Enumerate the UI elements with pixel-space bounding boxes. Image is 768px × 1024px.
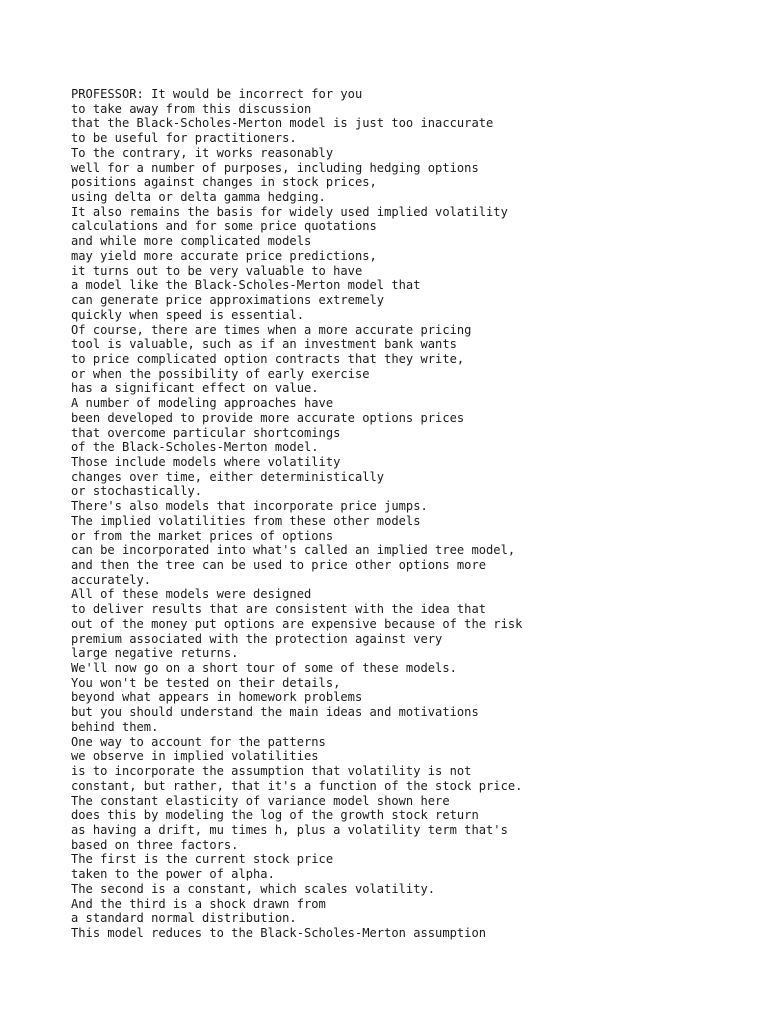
transcript-line: accurately. (71, 572, 152, 587)
transcript-line: can be incorporated into what's called an implied tree model, (71, 543, 516, 558)
transcript-line: to take away from this discussion (71, 101, 312, 116)
transcript-line: The second is a constant, which scales volatility. (71, 881, 436, 896)
transcript-line: that the Black-Scholes-Merton model is just too inaccurate (71, 116, 494, 131)
transcript-line: or when the possibility of early exercise (71, 366, 370, 381)
transcript-line: PROFESSOR: It would be incorrect for you (71, 87, 363, 101)
transcript-line: we observe in implied volatilities (71, 749, 319, 764)
transcript-line: or stochastically. (71, 484, 203, 499)
transcript-line: changes over time, either deterministically (71, 469, 385, 484)
transcript-line: The constant elasticity of variance model shown here (71, 793, 450, 808)
transcript-line: Of course, there are times when a more accurate pricing (71, 322, 472, 337)
transcript-line: can generate price approximations extremely (71, 293, 385, 308)
transcript-line: is to incorporate the assumption that volatility is not (71, 764, 472, 779)
transcript-line: well for a number of purposes, including hedging options (71, 160, 479, 175)
transcript-line: You won't be tested on their details, (71, 675, 341, 690)
transcript-line: The implied volatilities from these other models (71, 513, 421, 528)
transcript-line: and while more complicated models (71, 234, 312, 249)
transcript-line: premium associated with the protection against very (71, 631, 443, 646)
transcript-line: as having a drift, mu times h, plus a volatility term that's (71, 822, 508, 837)
transcript-line: does this by modeling the log of the growth stock return (71, 808, 479, 823)
transcript-line: it turns out to be very valuable to have (71, 263, 363, 278)
transcript-line: One way to account for the patterns (71, 734, 326, 749)
transcript-line: large negative returns. (71, 646, 239, 661)
transcript-line: to price complicated option contracts that they write, (71, 351, 465, 366)
transcript-line: of the Black-Scholes-Merton model. (71, 440, 319, 455)
transcript-line: We'll now go on a short tour of some of these models. (71, 661, 457, 676)
transcript-line: taken to the power of alpha. (71, 867, 275, 882)
transcript-line: There's also models that incorporate price jumps. (71, 499, 428, 514)
transcript-line: using delta or delta gamma hedging. (71, 190, 326, 205)
transcript-line: a standard normal distribution. (71, 911, 297, 926)
transcript-line: behind them. (71, 719, 159, 734)
transcript-line: beyond what appears in homework problems (71, 690, 363, 705)
transcript-line: may yield more accurate price predictions, (71, 248, 377, 263)
transcript-line: The first is the current stock price (71, 852, 334, 867)
transcript-line: or from the market prices of options (71, 528, 334, 543)
transcript-line: to be useful for practitioners. (71, 131, 297, 146)
transcript-line: been developed to provide more accurate options prices (71, 410, 465, 425)
transcript-line: Those include models where volatility (71, 454, 341, 469)
transcript-line: It also remains the basis for widely used implied volatility (71, 204, 508, 219)
transcript-line: And the third is a shock drawn from (71, 896, 326, 911)
transcript-line: a model like the Black-Scholes-Merton model that (71, 278, 421, 293)
transcript-line: All of these models were designed (71, 587, 312, 602)
transcript-line: positions against changes in stock prices, (71, 175, 377, 190)
transcript-line: has a significant effect on value. (71, 381, 319, 396)
transcript-line: out of the money put options are expensive because of the risk (71, 616, 523, 631)
transcript-line: based on three factors. (71, 837, 239, 852)
transcript-text (71, 87, 522, 941)
transcript-line: constant, but rather, that it's a function of the stock price. (71, 778, 523, 793)
transcript-line: to deliver results that are consistent with the idea that (71, 602, 487, 617)
transcript-line: To the contrary, it works reasonably (71, 145, 334, 160)
transcript-line: and then the tree can be used to price other options more (71, 558, 487, 572)
transcript-line: quickly when speed is essential. (71, 307, 304, 322)
transcript-line: A number of modeling approaches have (71, 396, 334, 411)
transcript-line: This model reduces to the Black-Scholes-Merton assumption (71, 925, 487, 940)
transcript-line: tool is valuable, such as if an investment bank wants (71, 337, 457, 352)
transcript-line: that overcome particular shortcomings (71, 425, 341, 440)
transcript-line: calculations and for some price quotations (71, 219, 377, 234)
transcript-line: but you should understand the main ideas and motivations (71, 705, 479, 720)
